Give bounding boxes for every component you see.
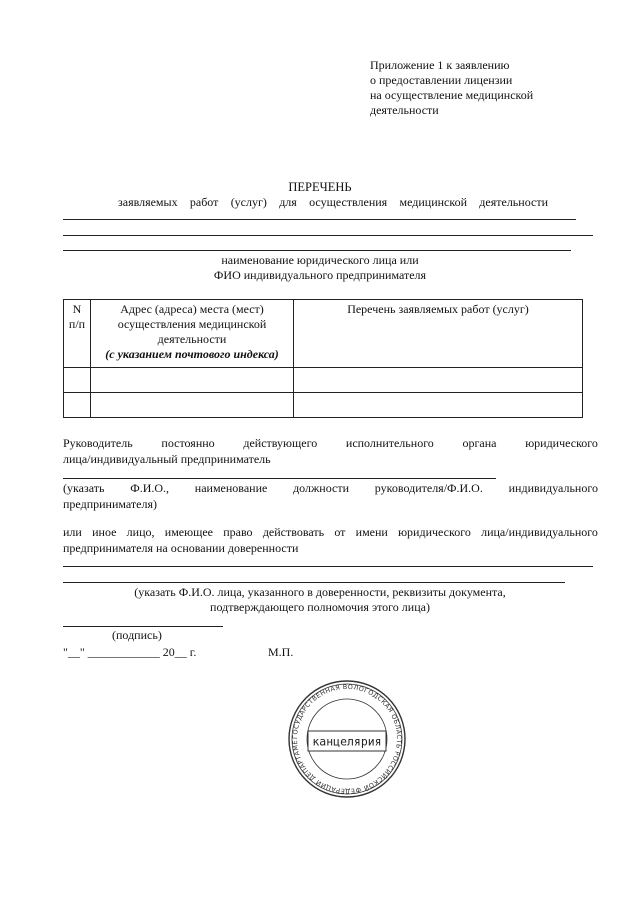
- header-line: деятельности: [370, 103, 439, 117]
- leader-text: [63, 436, 598, 451]
- applicant-caption: [0, 253, 640, 283]
- applicant-caption-line: ФИО индивидуального предпринимателя: [213, 268, 427, 282]
- signature-line: [63, 626, 223, 627]
- table-header-row: [64, 300, 583, 368]
- proxy-hint-line: подтверждающего полномочия этого лица): [210, 600, 430, 614]
- header-line: о предоставлении лицензии: [370, 73, 513, 87]
- hint-word: должности: [293, 481, 350, 495]
- proxy-text-line2: предпринимателя на основании доверенности: [63, 541, 299, 555]
- proxy-word: имени: [355, 525, 388, 539]
- stamp-graphic: [287, 679, 407, 799]
- proxy-word: иное: [92, 525, 117, 539]
- proxy-name-line: [63, 566, 593, 567]
- proxy-hint-line: (указать Ф.И.О. лица, указанного в доверенности, реквизиты документа,: [134, 585, 506, 599]
- column-address-header: Адрес (адреса) места (мест) осуществления медицинской деятельности (с указанием почтового индекса): [91, 300, 294, 368]
- leader-text-line2: лица/индивидуальный предприниматель: [63, 452, 271, 466]
- hint-word: руководителя/Ф.И.О.: [374, 481, 483, 495]
- proxy-word: имеющее: [164, 525, 213, 539]
- proxy-word: право: [223, 525, 253, 539]
- leader-word: Руководитель: [63, 436, 133, 450]
- leader-word: постоянно: [161, 436, 215, 450]
- hint-word: индивидуального: [508, 481, 598, 495]
- date-field: [63, 645, 196, 660]
- leader-word: действующего: [243, 436, 318, 450]
- table-cell: [294, 393, 583, 418]
- document-subtitle: [118, 195, 548, 210]
- leader-hint-line2: предпринимателя): [63, 497, 157, 511]
- stamp-label: канцелярия: [312, 734, 382, 749]
- table-cell: [91, 368, 294, 393]
- hint-word: Ф.И.О.,: [130, 481, 170, 495]
- applicant-name-line: [63, 219, 576, 220]
- document-title: ПЕРЕЧЕНЬ: [288, 180, 352, 194]
- subtitle-word: медицинской: [399, 195, 468, 209]
- proxy-word: лица/индивидуального: [481, 525, 598, 539]
- subtitle-word: заявляемых: [118, 195, 178, 209]
- header-line: Приложение 1 к заявлению: [370, 58, 510, 72]
- proxy-word: от: [334, 525, 346, 539]
- table-row: [64, 368, 583, 393]
- column-works-header: Перечень заявляемых работ (услуг): [294, 300, 583, 368]
- hint-word: (указать: [63, 481, 105, 495]
- subtitle-word: деятельности: [479, 195, 548, 209]
- proxy-hint: [0, 585, 640, 615]
- seal-place: М.П.: [268, 645, 294, 659]
- date-year: 20__ г.: [162, 645, 197, 659]
- proxy-word: юридического: [398, 525, 471, 539]
- subtitle-word: для: [279, 195, 297, 209]
- postal-index-note: (с указанием почтового индекса): [105, 347, 279, 361]
- table-cell: [294, 368, 583, 393]
- works-table: [63, 299, 583, 418]
- proxy-name-line: [63, 582, 565, 583]
- proxy-word: лицо,: [126, 525, 155, 539]
- applicant-caption-line: наименование юридического лица или: [221, 253, 419, 267]
- leader-word: юридического: [525, 436, 598, 450]
- proxy-text: [63, 525, 598, 540]
- hint-word: наименование: [194, 481, 268, 495]
- table-cell: [64, 368, 91, 393]
- subtitle-word: осуществления: [309, 195, 388, 209]
- leader-word: органа: [462, 436, 497, 450]
- column-number-header: N п/п: [64, 300, 91, 368]
- date-month: ____________: [87, 645, 160, 659]
- table-cell: [91, 393, 294, 418]
- date-day: "__": [63, 645, 85, 659]
- office-stamp: [287, 679, 407, 799]
- stamp-ring-text: ГОСУДАРСТВЕННАЯ ВОЛОГОДСКАЯ ОБЛАСТЬ РОССИЙСКОЙ ФЕДЕРАЦИИ ДЕПАРТАМЕ: [290, 682, 404, 796]
- subtitle-word: работ: [189, 195, 219, 209]
- table-cell: [64, 393, 91, 418]
- leader-name-line: [63, 478, 496, 479]
- signature-label: (подпись): [112, 628, 162, 642]
- proxy-word: действовать: [262, 525, 325, 539]
- applicant-name-line: [63, 250, 571, 251]
- leader-hint: [63, 481, 598, 496]
- table-row: [64, 393, 583, 418]
- leader-word: исполнительного: [345, 436, 434, 450]
- header-line: на осуществление медицинской: [370, 88, 534, 102]
- proxy-word: или: [63, 525, 82, 539]
- applicant-name-line: [63, 235, 593, 236]
- attachment-header: [370, 58, 610, 118]
- subtitle-word: (услуг): [230, 195, 267, 209]
